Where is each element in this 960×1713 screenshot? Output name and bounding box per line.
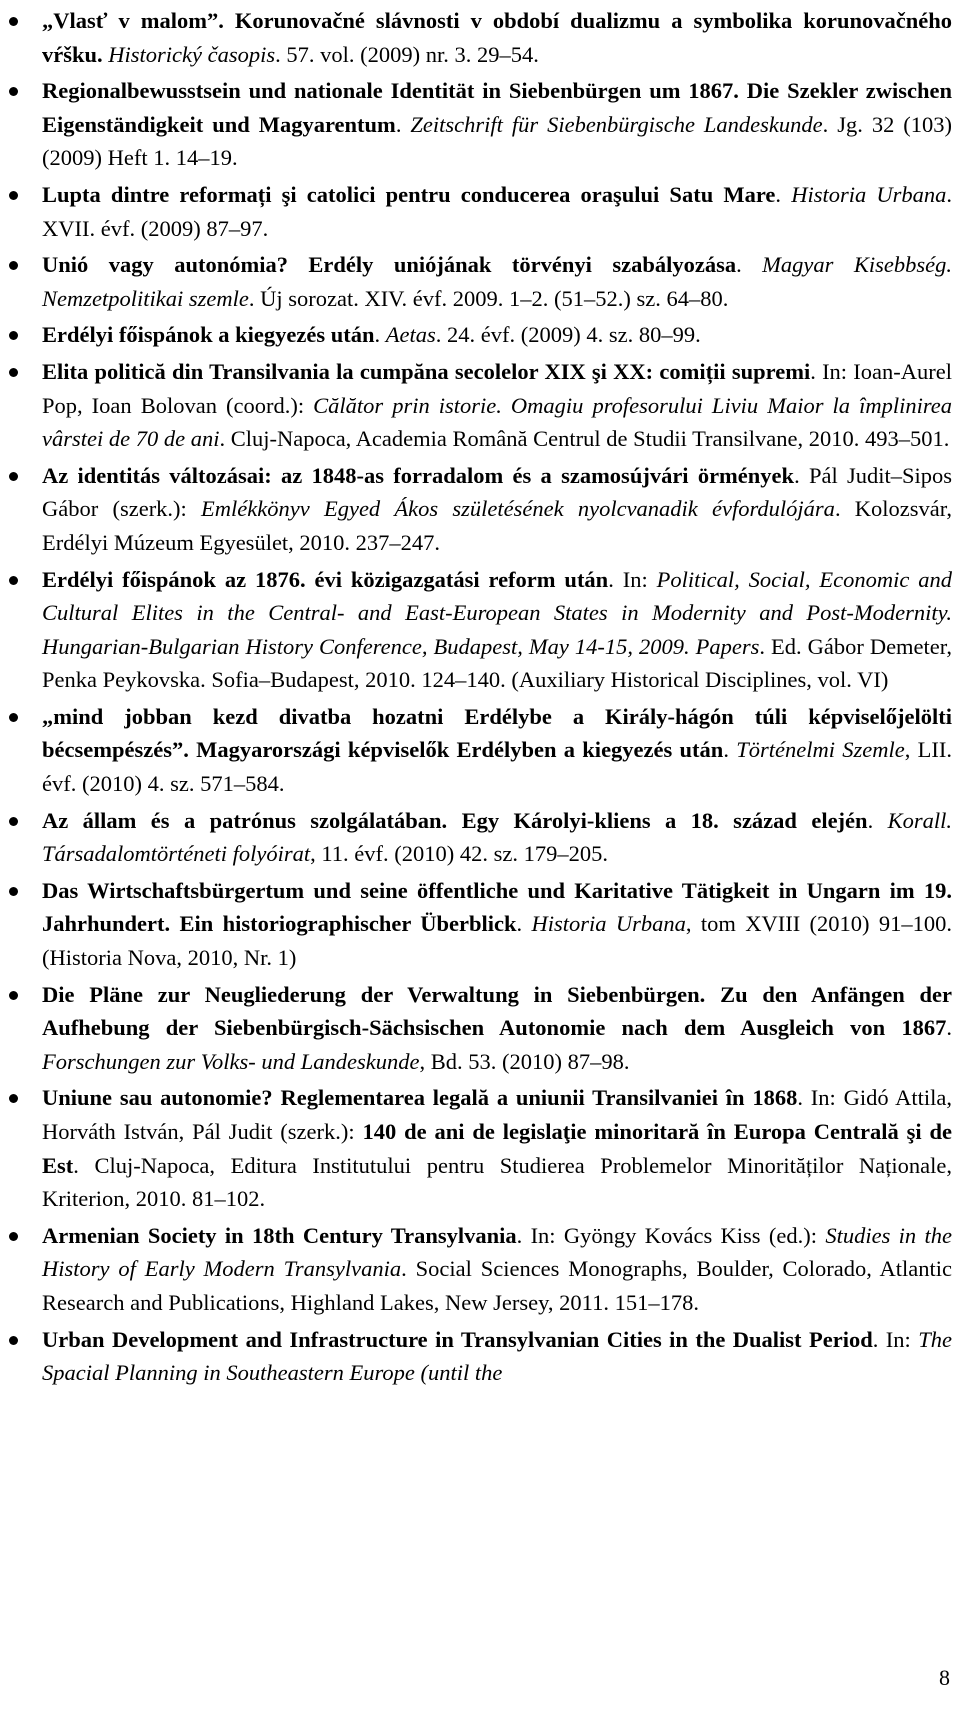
- entry-text: . Cluj-Napoca, Academia Română Centrul de Studii Transilvane, 2010. 493–501.: [219, 426, 950, 452]
- entry-text: .: [736, 252, 763, 278]
- entry-source: Zeitschrift für Siebenbürgische Landeskunde: [410, 111, 823, 137]
- entry-title: Elita politică din Transilvania la cumpăna secolelor XIX şi XX: comiții supremi: [42, 358, 811, 384]
- entry-text: . Jg. 32 (103) (2009) Heft 1. 14–19.: [42, 111, 953, 171]
- entry-text: .: [395, 111, 411, 137]
- bibliography-entry: [42, 4, 952, 71]
- entry-title: Lupta dintre reformați şi catolici pentru conducerea oraşului Satu Mare: [42, 181, 776, 207]
- entry-source: Political, Social, Economic and Cultural Elites in the Central- and East-European States in Modernity and Post-Modernity. Hungarian-Bulgarian History Conference, Budapest, May 14-15, 2009. Papers: [42, 566, 953, 659]
- bibliography-entry: [42, 248, 952, 315]
- bibliography-entry: [42, 74, 952, 175]
- bibliography-entry: [42, 355, 952, 456]
- page-number: 8: [939, 1665, 950, 1690]
- entry-source: Aetas: [385, 322, 436, 348]
- bibliography-entry: [42, 459, 952, 560]
- entry-source: Történelmi Szemle: [736, 737, 905, 763]
- entry-text: . In: Ioan-Aurel Pop, Ioan Bolovan (coord.):: [42, 358, 952, 418]
- entry-source: Korall. Társadalomtörténeti folyóirat: [42, 807, 952, 867]
- entry-source: Studies in the History of Early Modern Transylvania: [42, 1222, 952, 1282]
- entry-text: . Kolozsvár, Erdélyi Múzeum Egyesület, 2010. 237–247.: [42, 496, 952, 555]
- entry-title: Az identitás változásai: az 1848-as forradalom és a szamosújvári örmények: [42, 462, 795, 488]
- bibliography-entry: [42, 804, 952, 871]
- entry-source: Forschungen zur Volks- und Landeskunde: [42, 1048, 420, 1074]
- entry-text: , tom XVIII (2010) 91–100. (Historia Nova, 2010, Nr. 1): [42, 911, 953, 971]
- entry-text: .: [775, 181, 792, 207]
- bibliography-entry: [42, 874, 952, 975]
- entry-source: Historický časopis: [108, 41, 276, 67]
- entry-text: , 11. évf. (2010) 42. sz. 179–205.: [310, 841, 609, 867]
- entry-source: Călător prin istorie. Omagiu profesorului Liviu Maior la împlinirea vârstei de 70 de ani: [42, 392, 952, 452]
- entry-text: .: [516, 911, 532, 937]
- entry-text: , LII. évf. (2010) 4. sz. 571–584.: [42, 737, 953, 797]
- entry-title: Erdélyi főispánok az 1876. évi közigazgatási reform után: [42, 566, 609, 592]
- entry-source: Historia Urbana: [531, 911, 686, 937]
- entry-source: The Spacial Planning in Southeastern Europe (until the: [42, 1326, 952, 1386]
- entry-text: . Cluj-Napoca, Editura Institutului pentru Studierea Problemelor Minorităților Naționale, Kriterion, 2010. 81–102.: [42, 1152, 952, 1212]
- entry-title: Unió vagy autonómia? Erdély uniójának törvényi szabályozása: [42, 252, 737, 278]
- entry-title: Regionalbewusstsein und nationale Identität in Siebenbürgen um 1867. Die Szekler zwischen Eigenständigkeit und Magyarentum: [42, 78, 952, 137]
- entry-text: . Pál Judit–Sipos Gábor (szerk.):: [42, 462, 953, 522]
- entry-text: .: [867, 807, 888, 833]
- bibliography-entry: [42, 1323, 952, 1390]
- entry-text: . In: Gidó Attila, Horváth István, Pál Judit (szerk.):: [42, 1085, 953, 1144]
- entry-text: .: [946, 1015, 952, 1041]
- entry-text: .: [374, 322, 386, 348]
- entry-text: . XVII. évf. (2009) 87–97.: [42, 181, 952, 241]
- bibliography-entry: [42, 178, 952, 245]
- entry-text: . Új sorozat. XIV. évf. 2009. 1–2. (51–52.) sz. 64–80.: [248, 285, 729, 311]
- entry-title: Urban Development and Infrastructure in Transylvanian Cities in the Dualist Period: [42, 1326, 873, 1352]
- entry-title: „Vlasť v malom”. Korunovačné slávnosti v období dualizmu a symbolika korunovačného vŕšku.: [42, 8, 952, 67]
- entry-source: Historia Urbana: [791, 181, 947, 207]
- entry-text: , Bd. 53. (2010) 87–98.: [419, 1048, 630, 1074]
- bibliography-entry: [42, 318, 952, 352]
- entry-text: . 24. évf. (2009) 4. sz. 80–99.: [435, 322, 701, 348]
- bibliography-entry: [42, 1081, 952, 1215]
- entry-title: 140 de ani de legislaţie minoritară în Europa Centrală şi de Est: [42, 1119, 952, 1178]
- entry-title: Erdélyi főispánok a kiegyezés után: [42, 322, 375, 348]
- entry-title: Das Wirtschaftsbürgertum und seine öffentliche und Karitative Tätigkeit in Ungarn im 19. Jahrhundert. Ein historiographischer Überblick: [42, 877, 952, 937]
- entry-text: . Ed. Gábor Demeter, Penka Peykovska. Sofia–Budapest, 2010. 124–140. (Auxiliary Historical Disciplines, vol. VI): [42, 633, 952, 693]
- entry-text: .: [723, 737, 737, 763]
- bibliography-entry: [42, 1219, 952, 1320]
- entry-title: Die Pläne zur Neugliederung der Verwaltung in Siebenbürgen. Zu den Anfängen der Aufhebung der Siebenbürgisch-Sächsischen Autonomie nach dem Ausgleich von 1867: [42, 981, 952, 1041]
- entry-text: . 57. vol. (2009) nr. 3. 29–54.: [275, 41, 539, 67]
- bibliography-entry: [42, 700, 952, 801]
- entry-text: . In:: [872, 1326, 919, 1352]
- entry-title: „mind jobban kezd divatba hozatni Erdélybe a Király-hágón túli képviselőjelölti bécsempészés”. Magyarországi képviselők Erdélyben a kiegyezés után: [42, 703, 952, 763]
- entry-title: Armenian Society in 18th Century Transylvania: [42, 1222, 517, 1248]
- entry-source: Magyar Kisebbség. Nemzetpolitikai szemle: [42, 252, 952, 311]
- entry-text: . In: Gyöngy Kovács Kiss (ed.):: [516, 1222, 826, 1248]
- entry-title: Az állam és a patrónus szolgálatában. Egy Károlyi-kliens a 18. század elején: [42, 807, 868, 833]
- bibliography-entry: [42, 978, 952, 1079]
- entry-source: Emlékkönyv Egyed Ákos születésének nyolcvanadik évfordulójára: [201, 496, 835, 522]
- bibliography-list: [42, 4, 952, 1393]
- bibliography-entry: [42, 563, 952, 697]
- entry-text: . Social Sciences Monographs, Boulder, Colorado, Atlantic Research and Publications, Highland Lakes, New Jersey, 2011. 151–178.: [42, 1256, 952, 1315]
- entry-title: Uniune sau autonomie? Reglementarea legală a uniunii Transilvaniei în 1868: [42, 1085, 798, 1111]
- entry-text: . In:: [608, 566, 657, 592]
